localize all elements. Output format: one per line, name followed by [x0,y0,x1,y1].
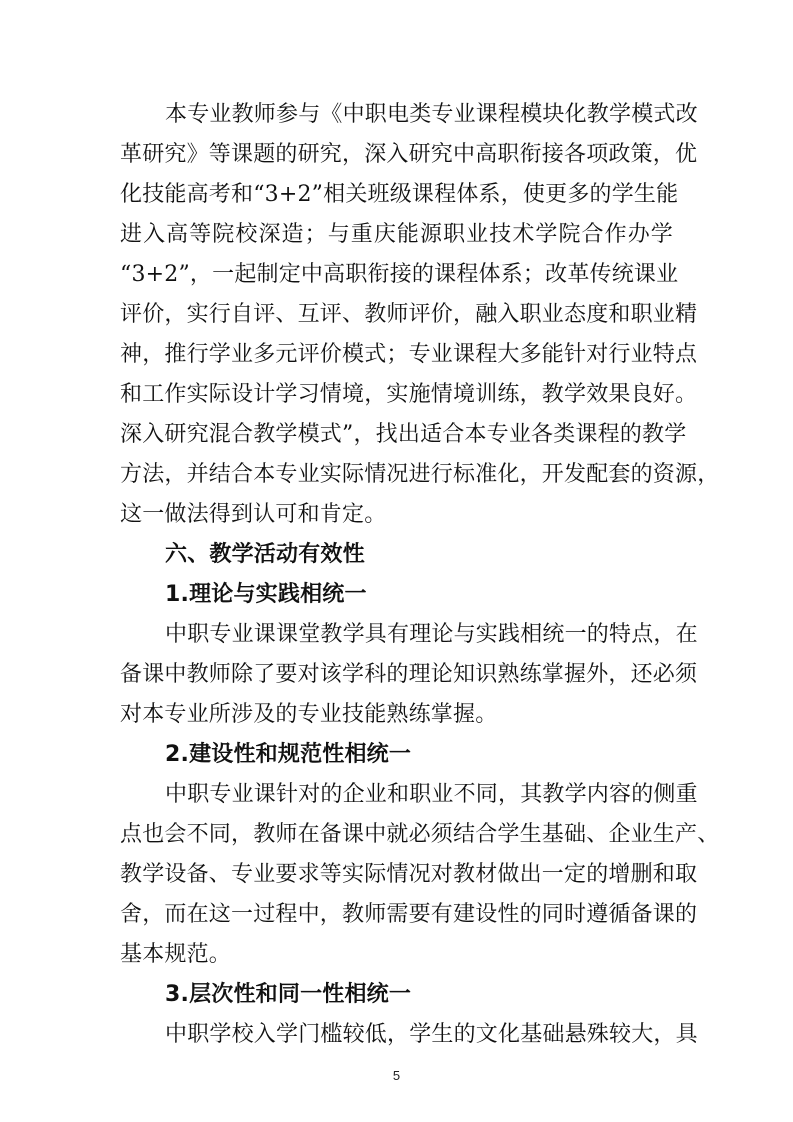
paragraph-line: 评价，实行自评、互评、教师评价，融入职业态度和职业精 [120,302,698,327]
paragraph-line: 化技能高考和“3+2”相关班级课程体系，使更多的学生能 [120,182,679,207]
paragraph-line: 革研究》等课题的研究，深入研究中高职衔接各项政策，优 [120,142,698,167]
paragraph-line: 中职学校入学门槛较低，学生的文化基础悬殊较大，具 [165,1022,698,1047]
paragraph-line: 中职专业课针对的企业和职业不同，其教学内容的侧重 [165,782,698,807]
paragraph-line: 基本规范。 [120,942,232,967]
page-number: 5 [392,1068,401,1083]
paragraph-line: 对本专业所涉及的专业技能熟练掌握。 [120,702,498,727]
paragraph-line: “3+2”，一起制定中高职衔接的课程体系；改革传统课业 [120,262,679,287]
section-heading: 六、教学活动有效性 [165,542,365,567]
paragraph-line: 舍，而在这一过程中，教师需要有建设性的同时遵循备课的 [120,902,698,927]
paragraph-line: 备课中教师除了要对该学科的理论知识熟练掌握外，还必须 [120,662,698,687]
paragraph-line: 方法，并结合本专业实际情况进行标准化，开发配套的资源， [120,462,720,487]
paragraph-line: 神，推行学业多元评价模式；专业课程大多能针对行业特点 [120,342,698,367]
subsection-title: 1.理论与实践相统一 [165,582,367,607]
paragraph-line: 深入研究混合教学模式”，找出适合本专业各类课程的教学 [120,422,687,447]
paragraph-line: 中职专业课课堂教学具有理论与实践相统一的特点，在 [165,622,698,647]
paragraph-line: 进入高等院校深造；与重庆能源职业技术学院合作办学 [120,222,673,247]
paragraph-line: 这一做法得到认可和肯定。 [120,502,387,527]
paragraph-line: 本专业教师参与《中职电类专业课程模块化教学模式改 [165,102,698,127]
subsection-title: 2.建设性和规范性相统一 [165,742,412,767]
paragraph-line: 点也会不同，教师在备课中就必须结合学生基础、企业生产、 [120,822,720,847]
subsection-title: 3.层次性和同一性相统一 [165,982,412,1007]
paragraph-line: 教学设备、专业要求等实际情况对教材做出一定的增删和取 [120,862,698,887]
paragraph-line: 和工作实际设计学习情境，实施情境训练，教学效果良好。 [120,382,698,407]
